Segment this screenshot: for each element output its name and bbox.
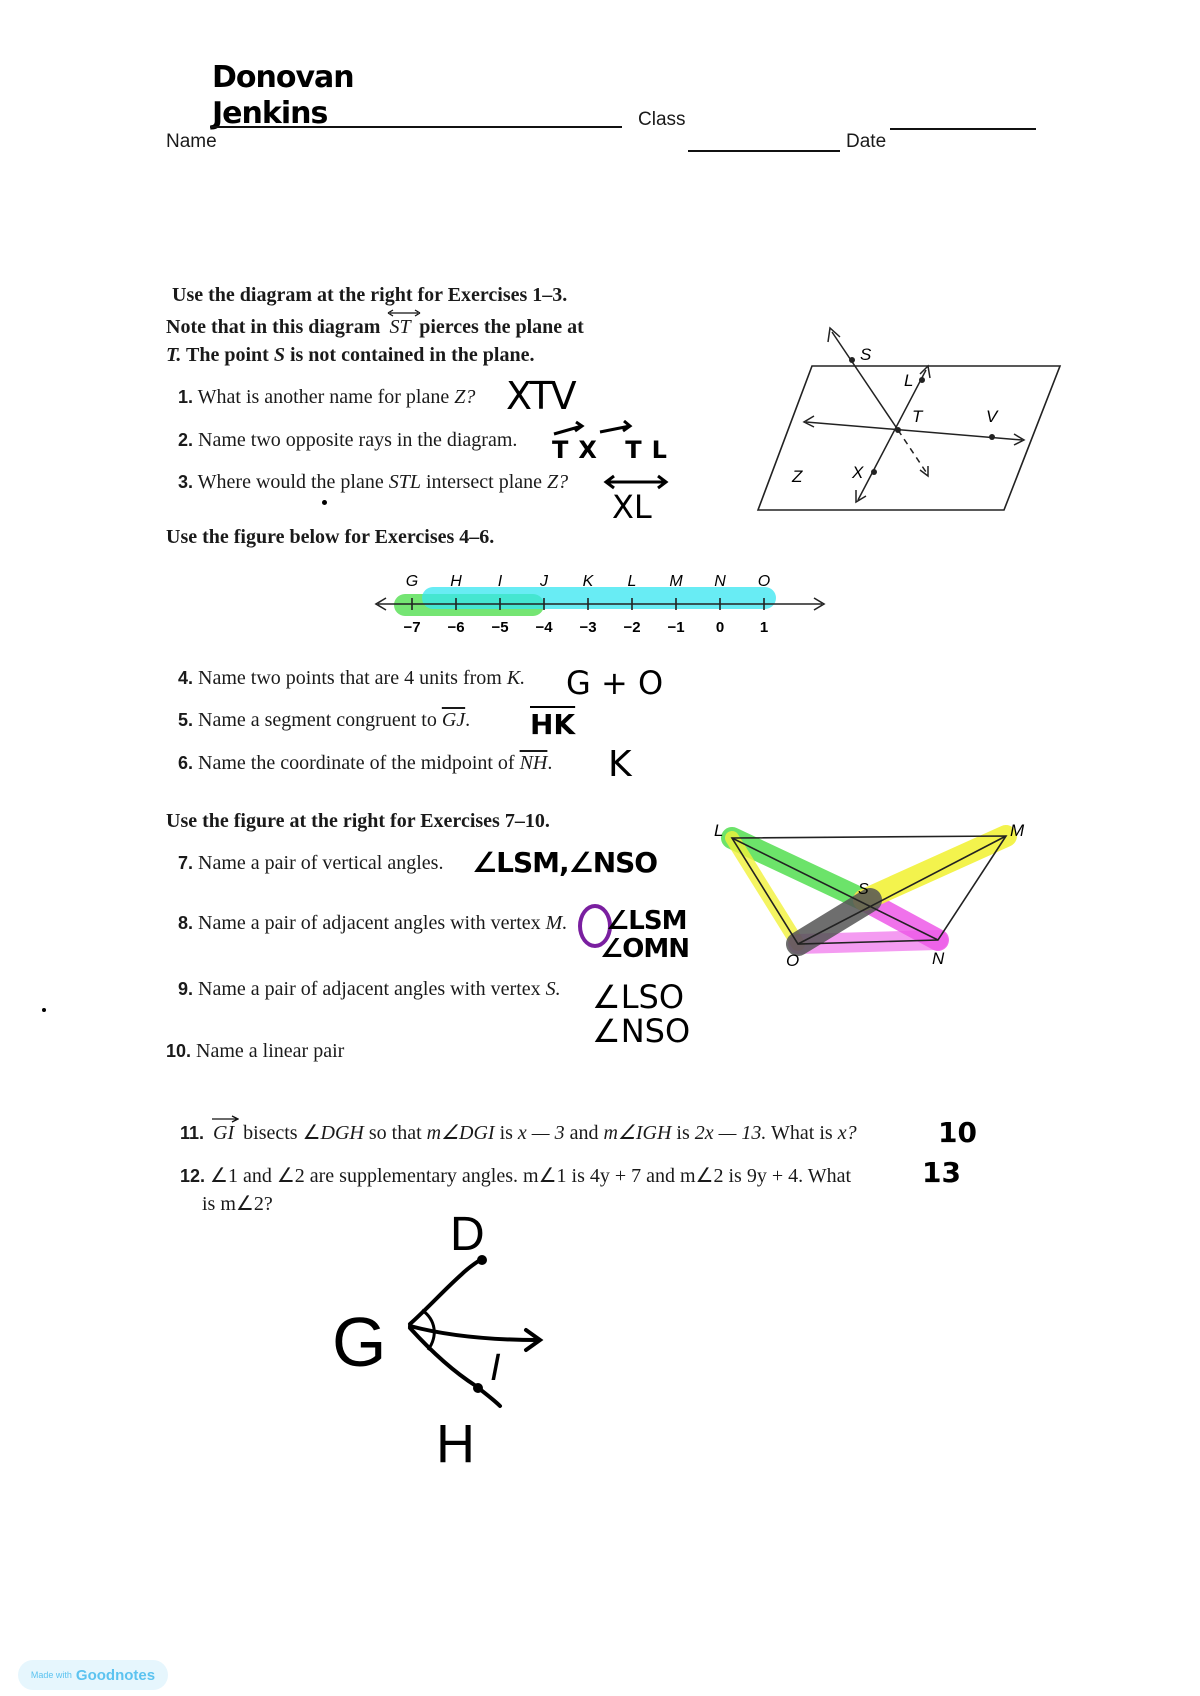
ray-st: ST bbox=[389, 316, 415, 338]
angle-bisector-sketch bbox=[330, 1210, 570, 1480]
answer-2: TX TL bbox=[552, 436, 677, 464]
number-line-coordinate: 1 bbox=[759, 619, 769, 636]
question-8: 8. Name a pair of adjacent angles with vertex M. bbox=[178, 912, 568, 934]
name-label: Name bbox=[166, 131, 217, 152]
question-12-line1: 12. ∠1 and ∠2 are supplementary angles. m∠1 is 4y + 7 and m∠2 is 9y + 4. What bbox=[180, 1165, 852, 1187]
number-line-point-label: G bbox=[405, 573, 419, 590]
svg-text:M: M bbox=[1010, 821, 1025, 840]
date-line bbox=[890, 128, 1036, 130]
number-line-coordinate: −7 bbox=[403, 619, 421, 636]
question-9: 9. Name a pair of adjacent angles with vertex S. bbox=[178, 978, 561, 1000]
student-name-last: Jenkins bbox=[212, 96, 328, 131]
highlight-cyan bbox=[422, 587, 776, 609]
stray-dot-left bbox=[42, 1008, 46, 1012]
number-line-coordinate: −2 bbox=[623, 619, 641, 636]
question-1: 1. What is another name for plane Z? bbox=[178, 386, 476, 408]
answer-9-line2: ∠NSO bbox=[592, 1012, 691, 1050]
date-label: Date bbox=[846, 131, 887, 152]
goodnotes-badge[interactable] bbox=[18, 1660, 168, 1690]
svg-text:L: L bbox=[904, 371, 914, 390]
number-line-point-label: M bbox=[669, 573, 683, 590]
answer-11: 10 bbox=[938, 1116, 977, 1149]
svg-text:T: T bbox=[912, 407, 923, 426]
instruction-point-s: T. The point S is not contained in the plane. bbox=[166, 344, 535, 366]
question-7: 7. Name a pair of vertical angles. bbox=[178, 852, 444, 874]
number-line-point-label: K bbox=[582, 573, 594, 590]
question-10: 10. Name a linear pair bbox=[166, 1040, 345, 1062]
number-line-coordinate: −3 bbox=[579, 619, 597, 636]
answer-3: XL bbox=[612, 488, 652, 526]
class-line bbox=[688, 150, 840, 152]
question-2: 2. Name two opposite rays in the diagram. bbox=[178, 429, 518, 451]
question-4: 4. Name two points that are 4 units from K. bbox=[178, 667, 526, 689]
number-line-point-label: I bbox=[497, 573, 503, 590]
number-line-coordinate: −4 bbox=[535, 619, 553, 636]
answer-12: 13 bbox=[922, 1156, 961, 1189]
instruction-exercises-7-10: Use the figure at the right for Exercises 7–10. bbox=[166, 810, 550, 832]
number-line-coordinate: −6 bbox=[447, 619, 465, 636]
number-line-point-label: N bbox=[714, 573, 726, 590]
goodnotes-brand: Goodnotes bbox=[75, 1666, 156, 1684]
instruction-exercises-1-3: Use the diagram at the right for Exercises 1–3. bbox=[172, 284, 568, 306]
student-name-first: Donovan bbox=[212, 60, 354, 95]
number-line-point-label: J bbox=[540, 573, 548, 590]
number-line-coordinate: −5 bbox=[491, 619, 509, 636]
svg-text:N: N bbox=[932, 949, 945, 968]
svg-text:D: D bbox=[450, 1210, 485, 1261]
number-line-point-label: H bbox=[450, 573, 462, 590]
answer-5: $\overline{HK}$ bbox=[530, 708, 576, 741]
instruction-note: Note that in this diagram ST pierces the plane at bbox=[166, 316, 584, 339]
svg-text:H: H bbox=[436, 1414, 475, 1474]
question-5: 5. Name a segment congruent to $\overline{GJ}$. bbox=[178, 709, 471, 731]
answer-9-line1: ∠LSO bbox=[592, 978, 685, 1016]
question-3: 3. Where would the plane STL intersect plane Z? bbox=[178, 471, 569, 493]
answer-6: K bbox=[608, 744, 632, 785]
dashed-continuation bbox=[898, 430, 926, 472]
trapezoid-diagram bbox=[710, 814, 1040, 974]
class-label: Class bbox=[638, 109, 686, 130]
ray-arrow-icon bbox=[387, 308, 421, 318]
answer-8-line2: ∠OMN bbox=[600, 934, 690, 964]
svg-text:L: L bbox=[714, 821, 724, 840]
svg-text:G: G bbox=[332, 1303, 387, 1381]
svg-text:I: I bbox=[490, 1347, 501, 1389]
stray-dot bbox=[322, 500, 327, 505]
svg-text:Z: Z bbox=[792, 467, 803, 486]
svg-text:V: V bbox=[986, 407, 998, 426]
svg-text:O: O bbox=[786, 951, 800, 970]
number-line-point-label: O bbox=[757, 573, 771, 590]
answer-1: XTV bbox=[506, 374, 575, 418]
answer-7: ∠LSM,∠NSO bbox=[472, 846, 658, 879]
plane-diagram bbox=[748, 310, 1078, 520]
number-line-coordinate: 0 bbox=[715, 619, 725, 636]
svg-text:X: X bbox=[852, 463, 864, 482]
number-line bbox=[370, 568, 830, 638]
question-12-line2: is m∠2? bbox=[202, 1193, 273, 1215]
line-lx bbox=[858, 370, 926, 500]
svg-text:S: S bbox=[858, 881, 869, 898]
number-line-coordinate: −1 bbox=[667, 619, 685, 636]
name-line bbox=[210, 126, 622, 128]
made-with-label: Made with bbox=[30, 1670, 72, 1680]
instruction-exercises-4-6: Use the figure below for Exercises 4–6. bbox=[166, 526, 495, 548]
question-6: 6. Name the coordinate of the midpoint of $\overline{NH}$. bbox=[178, 752, 553, 774]
question-11: 11. GI bisects ∠DGH so that m∠DGI is x — 3 and m∠IGH is 2x — 13. What is x? bbox=[180, 1120, 857, 1145]
answer-4: G + O bbox=[566, 664, 664, 702]
svg-text:S: S bbox=[860, 345, 872, 364]
ray-arrow-icon bbox=[211, 1114, 239, 1124]
answer-8-line1: ∠LSM bbox=[606, 906, 687, 936]
number-line-point-label: L bbox=[627, 573, 637, 590]
